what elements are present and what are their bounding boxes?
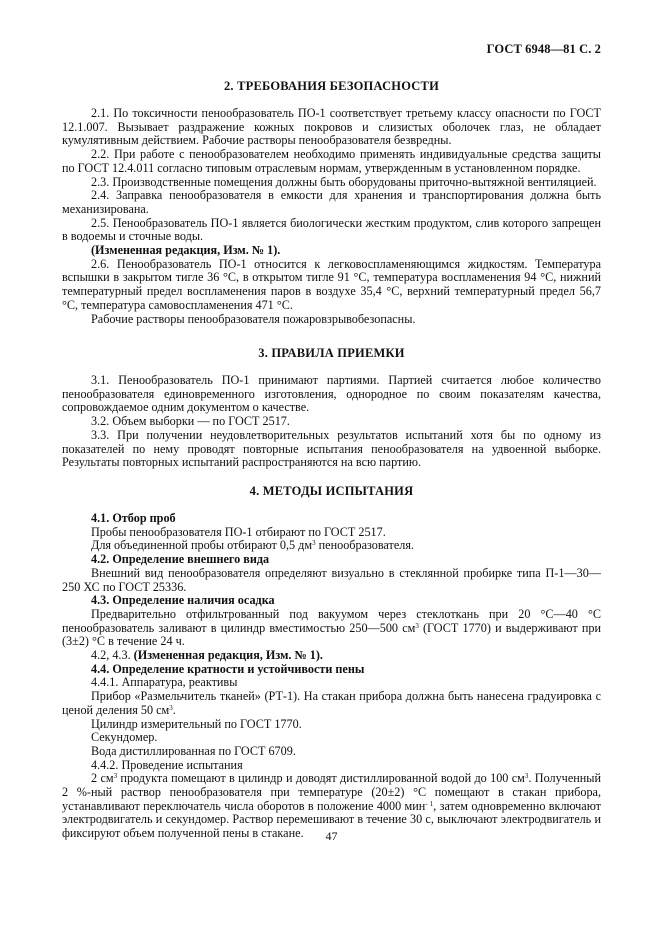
subsection-heading: 4.2. Определение внешнего вида	[91, 552, 270, 567]
subsection-heading: 4.1. Отбор проб	[91, 511, 176, 525]
paragraph: Прибор «Размельчитель тканей» (РТ-1). На стакан прибора должна быть нанесена градуировка с ценой деления 50 $см^3$.	[62, 689, 601, 717]
paragraph: 2.6. Пенообразователь ПО-1 относится к легковоспламеняющимся жидкостям. Температура вспышки в закрытом тигле 36 °С, в открытом тигле 91 °С, температура воспламенения 94 °С, нижний температурный предел воспламенения паров в воздухе 35,4 °С, верхний температурный предел 56,7 °С, температура самовоспламенения 471 °С.	[62, 256, 601, 312]
paragraph: Цилиндр измерительный по ГОСТ 1770.	[91, 716, 302, 731]
paragraph: Секундомер.	[91, 730, 158, 745]
section-title: 4. МЕТОДЫ ИСПЫТАНИЯ	[249, 484, 414, 498]
section-3	[62, 346, 601, 470]
paragraph: 2.3. Производственные помещения должны быть оборудованы приточно-вытяжной вентиляцией.	[91, 174, 597, 189]
section-title: 2. ТРЕБОВАНИЯ БЕЗОПАСНОСТИ	[223, 79, 439, 93]
paragraph: Предварительно отфильтрованный под вакуумом через стеклоткань при 20 °С—40 °С пенообразователь заливают в цилиндр вместимостью 250—500 $см^3$ (ГОСТ 1770) и выдерживают при (3±2) °С в течение 24 ч.	[62, 606, 601, 649]
paragraph: Вода дистиллированная по ГОСТ 6709.	[91, 743, 296, 758]
running-header: ГОСТ 6948—81 С. 2	[486, 42, 601, 56]
paragraph: Для объединенной пробы отбирают 0,5 $дм^3$ пенообразователя.	[91, 538, 414, 553]
page-number: 47	[325, 829, 338, 843]
section-2	[62, 79, 601, 326]
paragraph: 2.5. Пенообразователь ПО-1 является биологически жестким продуктом, слив которого запрещен в водоемы и сточные воды.	[62, 215, 601, 244]
paragraph: Внешний вид пенообразователя определяют визуально в стеклянной пробирке типа П-1—30—250 ХС по ГОСТ 25336.	[62, 565, 601, 594]
paragraph: 2.1. По токсичности пенообразователь ПО-1 соответствует третьему классу опасности по ГОСТ 12.1.007. Вызывает раздражение кожных покровов и слизистых оболочек глаз, не обладает кумулятивным действием. Рабочие растворы пенообразователя безвредны.	[62, 106, 601, 148]
section-4	[62, 484, 601, 841]
paragraph: 2.4. Заправка пенообразователя в емкости для хранения и транспортирования должна быть механизирована.	[62, 188, 601, 216]
paragraph: 4.4.2. Проведение испытания	[91, 757, 243, 772]
paragraph: 3.2. Объем выборки — по ГОСТ 2517.	[91, 414, 290, 429]
subsection-heading: 4.4. Определение кратности и устойчивости пены	[91, 661, 365, 676]
paragraph: 3.1. Пенообразователь ПО-1 принимают партиями. Партией считается любое количество пенообразователя единовременного изготовления, однородное по своим показателям качества, сопровождаемое одним документом о качестве.	[62, 373, 601, 415]
paragraph: Пробы пенообразователя ПО-1 отбирают по ГОСТ 2517.	[91, 524, 386, 539]
paragraph: 4.4.1. Аппаратура, реактивы	[91, 675, 238, 690]
amendment-note: 4.2, 4.3. (Измененная редакция, Изм. № 1).	[91, 648, 323, 663]
section-title: 3. ПРАВИЛА ПРИЕМКИ	[258, 346, 405, 360]
amendment-note: (Измененная редакция, Изм. № 1).	[91, 243, 281, 258]
paragraph: Рабочие растворы пенообразователя пожаровзрывобезопасны.	[91, 311, 416, 326]
paragraph: 2 $см^3$ продукта помещают в цилиндр и доводят дистиллированной водой до 100 $см^3$. Полученный 2 %-ный раствор пенообразователя при температуре (20±2) °С помещают в стакан прибора, устанавливают переключатель числа оборотов в положение 4000 мин$^{- 1}$, затем одновременно включают электродвигатель и секундомер. Раствор перемешивают в течение 30 с, выключают электродвигатель и фиксируют объем полученной пены в стакане.	[62, 771, 601, 841]
paragraph: 3.3. При получении неудовлетворительных результатов испытаний хотя бы по одному из показателей по нему проводят повторные испытания пенообразователя на удвоенной выборке. Результаты повторных испытаний распространяются на всю партию.	[62, 427, 601, 470]
paragraph: 2.2. При работе с пенообразователем необходимо применять индивидуальные средства защиты по ГОСТ 12.4.011 согласно типовым отраслевым нормам, утвержденным в установленном порядке.	[62, 147, 601, 175]
subsection-heading: 4.3. Определение наличия осадка	[91, 593, 275, 608]
